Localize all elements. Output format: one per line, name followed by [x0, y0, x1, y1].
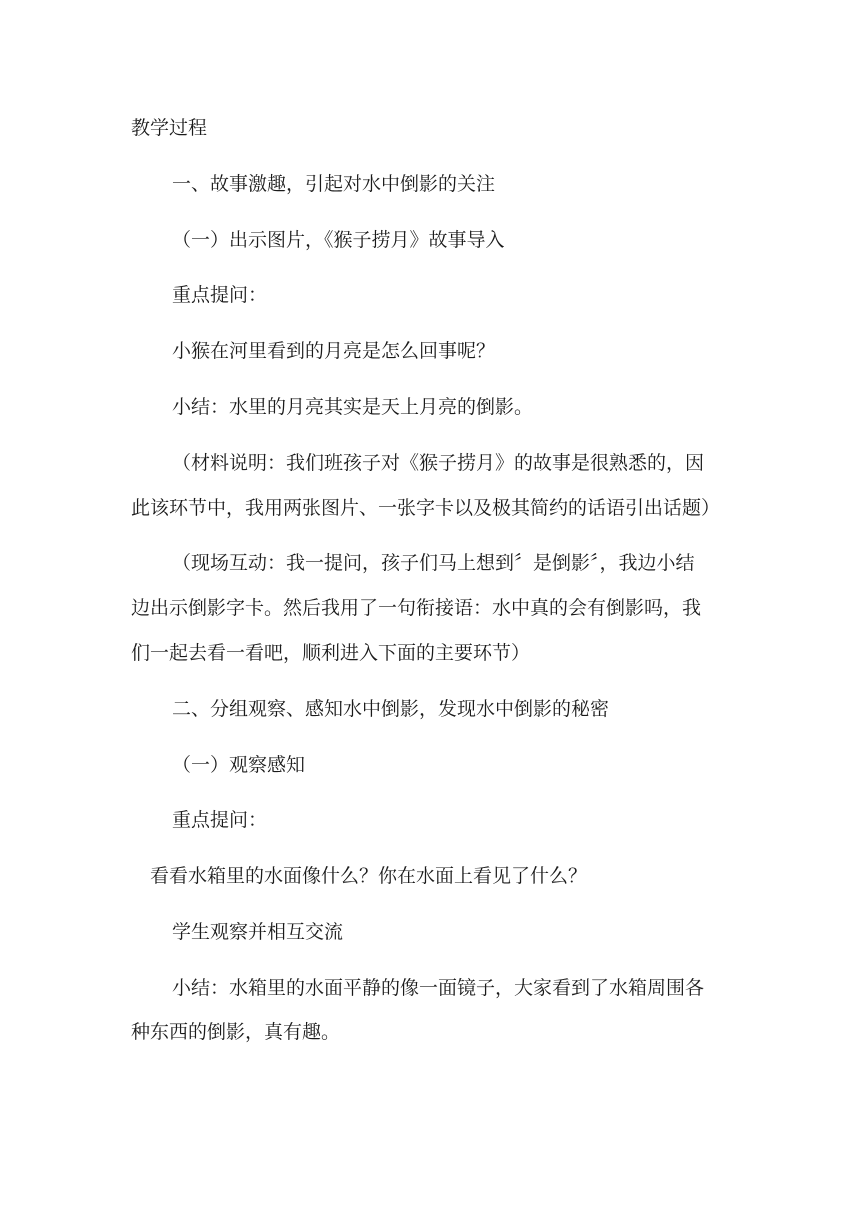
- summary-text-2-line-1: 小结：水箱里的水面平静的像一面镜子，大家看到了水箱周围各: [172, 977, 705, 999]
- summary-text-2-line-2: 种东西的倒影，真有趣。: [131, 1021, 341, 1043]
- key-question-label: 重点提问：: [172, 284, 268, 306]
- question-text-2: 看看水箱里的水面像什么？你在水面上看见了什么？: [150, 865, 588, 887]
- material-note-line-2: 此该环节中，我用两张图片、一张字卡以及极其简约的话语引出话题）: [131, 497, 721, 519]
- subheading-2-1: （一）观察感知: [172, 754, 306, 776]
- question-text: 小猴在河里看到的月亮是怎么回事呢？: [172, 340, 496, 362]
- interaction-note-line-3: 们一起去看一看吧，顺利进入下面的主要环节）: [131, 642, 531, 664]
- interaction-note-line-2: 边出示倒影字卡。然后我用了一句衔接语：水中真的会有倒影吗，我: [131, 597, 702, 619]
- student-activity-text: 学生观察并相互交流: [172, 921, 344, 943]
- heading-part-two: 二、分组观察、感知水中倒影，发现水中倒影的秘密: [172, 698, 610, 720]
- subheading-1-1: （一）出示图片，《猴子捞月》故事导入: [172, 229, 505, 251]
- heading-part-one: 一、故事激趣，引起对水中倒影的关注: [172, 173, 496, 195]
- section-title: 教学过程: [131, 117, 208, 139]
- key-question-label-2: 重点提问：: [172, 809, 268, 831]
- material-note-line-1: （材料说明：我们班孩子对《猴子捞月》的故事是很熟悉的，因: [172, 452, 705, 474]
- interaction-note-line-1: （现场互动：我一提问，孩子们马上想到〞是倒影〞，我边小结: [172, 552, 695, 574]
- summary-text: 小结：水里的月亮其实是天上月亮的倒影。: [172, 396, 534, 418]
